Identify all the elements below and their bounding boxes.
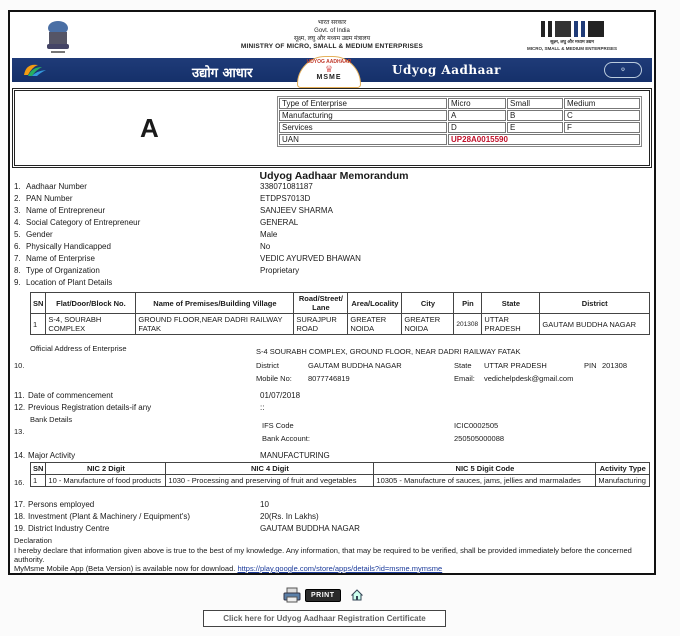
seal-bottom-text: MSME (316, 74, 342, 81)
ifs-code-label: IFS Code (262, 421, 294, 430)
table-row (279, 122, 640, 133)
field-investment (14, 512, 319, 524)
column-header: NIC 5 Digit Code (374, 463, 596, 475)
field-label: Major Activity (28, 451, 76, 460)
field-number: 4. (14, 218, 21, 227)
table-header-row (279, 98, 640, 109)
field-number: 16. (14, 478, 25, 487)
column-header: Road/Street/ Lane (294, 293, 348, 314)
table-cell: Medium (564, 98, 640, 109)
field-number: 17. (14, 500, 26, 509)
ministry-label: MINISTRY OF MICRO, SMALL & MEDIUM ENTERPRISES (240, 43, 424, 50)
enterprise-type-table (277, 96, 642, 147)
table-cell: B (507, 110, 563, 121)
banner-hindi-title: उद्योग आधार (192, 66, 253, 81)
field-commencement-date (14, 391, 301, 403)
official-address-label: Official Address of Enterprise (30, 344, 127, 353)
digital-india-logo-icon (20, 61, 50, 79)
field-number: 18. (14, 512, 26, 521)
field-number: 1. (14, 182, 21, 191)
national-emblem-icon (40, 18, 76, 56)
enterprise-category-box (12, 88, 652, 168)
field-organization-type (14, 266, 300, 278)
table-cell: E (507, 122, 563, 133)
field-label: Aadhaar Number (26, 182, 87, 191)
declaration-text: I hereby declare that information given above is true to the best of my knowledge. Any information, that may be required to be verified, shall be provided immediately before the concerned authority. (14, 546, 632, 564)
field-gender (14, 230, 278, 242)
nic-code-table (30, 462, 650, 487)
bank-account-label: Bank Account: (262, 434, 310, 443)
field-number: 13. (14, 427, 25, 436)
field-label: Investment (Plant & Machinery / Equipment's) (28, 512, 191, 521)
gov-of-india-label: Govt. of India (314, 28, 350, 34)
bank-details-label: Bank Details (30, 415, 73, 424)
table-cell: A (448, 110, 506, 121)
table-row (31, 314, 650, 335)
field-label: Name of Entrepreneur (26, 206, 106, 215)
field-entrepreneur-name (14, 206, 333, 218)
column-header: District (540, 293, 650, 314)
table-cell: D (448, 122, 506, 133)
field-number: 9. (14, 278, 21, 287)
table-header-row (31, 293, 650, 314)
field-label: Type of Organization (26, 266, 100, 275)
udyog-aadhaar-seal (297, 56, 361, 88)
plant-location-table (30, 292, 650, 335)
field-label: District Industry Centre (28, 524, 110, 533)
table-cell: GREATER NOIDA (402, 314, 454, 335)
field-number: 6. (14, 242, 21, 251)
field-value: MANUFACTURING (260, 451, 330, 460)
column-header: Activity Type (596, 463, 650, 475)
column-header: NIC 4 Digit (166, 463, 374, 475)
memorandum-title: Udyog Aadhaar Memorandum (259, 170, 409, 182)
registration-certificate-button[interactable]: Click here for Udyog Aadhaar Registration Certificate (203, 610, 446, 627)
ministry-text-block (162, 19, 502, 51)
table-cell: Services (279, 122, 447, 133)
table-cell: Type of Enterprise (279, 98, 447, 109)
field-pan-number (14, 194, 311, 206)
pin-value: 201308 (602, 361, 628, 370)
field-value: 20(Rs. In Lakhs) (260, 512, 319, 521)
state-value: UTTAR PRADESH (484, 361, 547, 370)
column-header: State (482, 293, 540, 314)
field-number: 8. (14, 266, 21, 275)
table-cell: 1030 - Processing and preserving of fruit and vegetables (166, 475, 374, 487)
column-header: City (402, 293, 454, 314)
declaration-title: Declaration (14, 536, 52, 545)
field-value: GAUTAM BUDDHA NAGAR (260, 524, 360, 533)
column-header: SN (31, 293, 46, 314)
bank-account-value: 250505000088 (454, 434, 505, 443)
make-in-india-icon: ⚙ (604, 62, 642, 78)
field-number: 12. (14, 403, 26, 412)
pin-label: PIN (584, 361, 597, 370)
official-address-value: S-4 SOURABH COMPLEX, GROUND FLOOR, NEAR DADRI RAILWAY FATAK (256, 347, 521, 356)
field-number: 10. (14, 361, 25, 370)
email-value: vedichelpdesk@gmail.com (484, 374, 574, 383)
play-store-link[interactable]: https://play.google.com/store/apps/details?id=msme.mymsme (237, 564, 443, 573)
field-value: Proprietary (260, 266, 300, 275)
lion-seal-icon: ♛ (324, 64, 334, 74)
table-cell: 201308 (454, 314, 482, 335)
field-label: Date of commencement (28, 391, 113, 400)
app-notice (14, 564, 650, 573)
field-aadhaar-number (14, 182, 313, 194)
field-value: VEDIC AYURVED BHAWAN (260, 254, 361, 263)
field-value: Male (260, 230, 278, 239)
field-label: Gender (26, 230, 53, 239)
email-label: Email: (454, 374, 475, 383)
printer-icon[interactable] (283, 587, 301, 603)
field-social-category (14, 218, 299, 230)
msme-logo-bars-icon (512, 21, 632, 37)
field-label: Previous Registration details-if any (28, 403, 152, 412)
field-value: GENERAL (260, 218, 299, 227)
field-label: Location of Plant Details (26, 278, 113, 287)
udyog-aadhaar-banner (12, 58, 652, 82)
field-label: PAN Number (26, 194, 73, 203)
district-value: GAUTAM BUDDHA NAGAR (308, 361, 402, 370)
udyog-aadhaar-memorandum-document (8, 10, 656, 575)
field-previous-registration (14, 403, 265, 415)
table-cell: C (564, 110, 640, 121)
seal-top-text: UDYOG AADHAAR (306, 59, 352, 65)
field-label: Persons employed (28, 500, 95, 509)
msme-logo-subtitle: MICRO, SMALL & MEDIUM ENTERPRISES (527, 46, 617, 51)
field-value: 01/07/2018 (260, 391, 301, 400)
column-header: SN (31, 463, 46, 475)
table-cell: S-4, SOURABH COMPLEX (46, 314, 136, 335)
msme-logo (512, 21, 632, 51)
district-label: District (256, 361, 279, 370)
table-cell: GAUTAM BUDDHA NAGAR (540, 314, 650, 335)
field-value: 10 (260, 500, 269, 509)
field-label: Physically Handicapped (26, 242, 111, 251)
banner-title: Udyog Aadhaar (392, 63, 501, 77)
government-header (12, 14, 652, 58)
column-header: Flat/Door/Block No. (46, 293, 136, 314)
field-label: Social Category of Entrepreneur (26, 218, 141, 227)
field-number: 5. (14, 230, 21, 239)
print-controls (283, 586, 363, 604)
field-value: SANJEEV SHARMA (260, 206, 333, 215)
print-button[interactable]: PRINT (305, 589, 341, 602)
column-header: Area/Locality (348, 293, 402, 314)
table-header-row (31, 463, 650, 475)
column-header: Name of Premises/Building Village (136, 293, 294, 314)
table-cell: 1 (31, 314, 46, 335)
hindi-gov-label: भारत सरकार (317, 20, 347, 26)
table-cell: GREATER NOIDA (348, 314, 402, 335)
field-value: 338071081187 (260, 182, 313, 191)
field-value: ETDPS7013D (260, 194, 311, 203)
table-cell: Manufacturing (596, 475, 650, 487)
table-cell: F (564, 122, 640, 133)
table-cell: GROUND FLOOR,NEAR DADRI RAILWAY FATAK (136, 314, 294, 335)
field-number: 14. (14, 451, 26, 460)
mobile-value: 8077746819 (308, 374, 350, 383)
field-number: 7. (14, 254, 21, 263)
field-number: 3. (14, 206, 21, 215)
table-cell: Manufacturing (279, 110, 447, 121)
column-header: Pin (454, 293, 482, 314)
field-enterprise-name (14, 254, 361, 266)
table-cell: 1 (31, 475, 46, 487)
uan-row (279, 134, 640, 145)
table-cell: 10 - Manufacture of food products (46, 475, 166, 487)
table-row (279, 110, 640, 121)
field-number: 2. (14, 194, 21, 203)
column-header: NIC 2 Digit (46, 463, 166, 475)
state-label: State (454, 361, 472, 370)
uan-value: UP28A0015590 (448, 134, 640, 145)
field-number: 19. (14, 524, 26, 533)
field-label: Name of Enterprise (26, 254, 95, 263)
table-cell: Micro (448, 98, 506, 109)
field-persons-employed (14, 500, 269, 512)
table-cell: Small (507, 98, 563, 109)
ifs-code-value: ICIC0002505 (454, 421, 499, 430)
field-value: No (260, 242, 271, 251)
field-physically-handicapped (14, 242, 271, 254)
app-notice-text: MyMsme Mobile App (Beta Version) is available now for download. (14, 564, 236, 573)
field-plant-location (14, 278, 256, 290)
field-number: 11. (14, 391, 25, 400)
enterprise-grade: A (140, 113, 159, 143)
field-district-industry-centre (14, 524, 360, 536)
table-cell: 10305 - Manufacture of sauces, jams, jellies and marmalades (374, 475, 596, 487)
uan-label: UAN (279, 134, 447, 145)
msme-logo-hindi: सूक्ष्म, लघु और मध्यम उद्यम (550, 39, 594, 44)
mobile-label: Mobile No: (256, 374, 292, 383)
field-value: :: (260, 403, 265, 412)
table-row (31, 475, 650, 487)
table-cell: SURAJPUR ROAD (294, 314, 348, 335)
home-icon[interactable] (351, 589, 363, 601)
table-cell: UTTAR PRADESH (482, 314, 540, 335)
hindi-ministry-label: सूक्ष्म, लघु और मध्यम उद्यम मंत्रालय (293, 36, 371, 42)
